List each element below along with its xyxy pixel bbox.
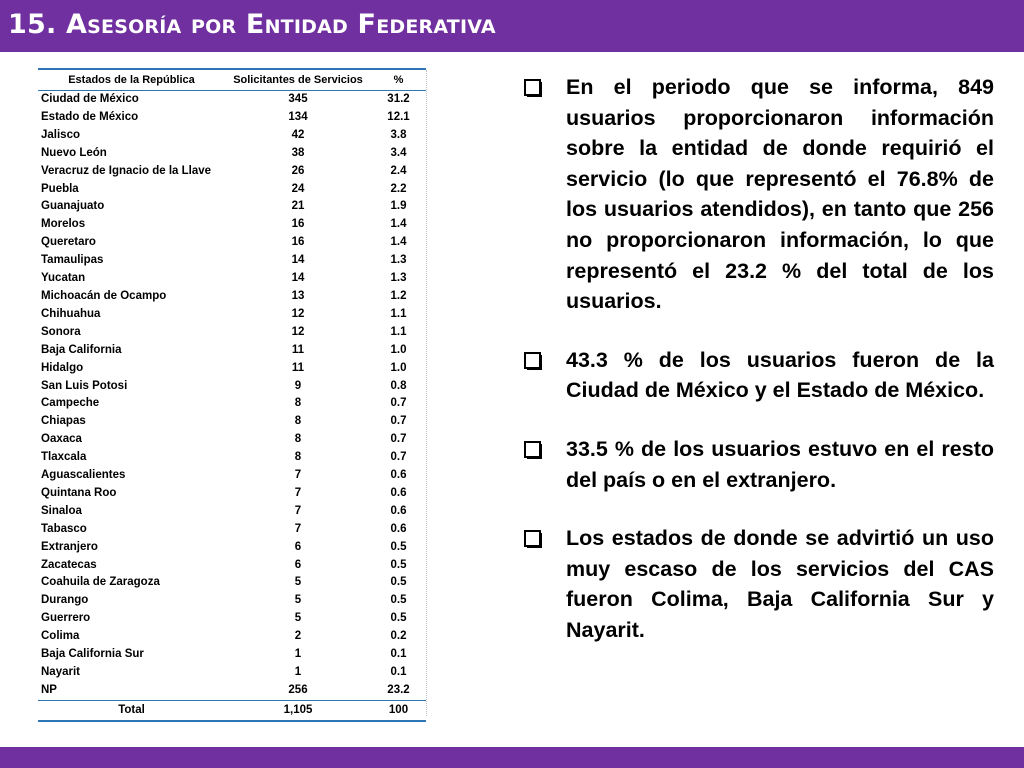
applicants-cell: 16: [291, 236, 305, 249]
table-row: [38, 646, 426, 664]
state-name-cell: Coahuila de Zaragoza: [41, 576, 160, 589]
percent-cell: 1.3: [390, 254, 407, 267]
percent-cell: 0.8: [390, 379, 407, 392]
percent-cell: 3.8: [390, 128, 407, 141]
total-percent: 100: [388, 703, 409, 716]
percent-cell: 12.1: [387, 110, 410, 123]
header-applicants: Solicitantes de Servicios: [233, 74, 363, 86]
percent-cell: 0.5: [390, 540, 407, 553]
table-row: [38, 610, 426, 628]
table-row: [38, 682, 426, 700]
state-name-cell: Jalisco: [41, 128, 80, 141]
table-row: [38, 485, 426, 503]
state-name-cell: Nayarit: [41, 666, 80, 678]
applicants-cell: 14: [291, 272, 305, 285]
applicants-cell: 16: [291, 218, 305, 231]
percent-cell: 1.2: [390, 289, 407, 302]
applicants-cell: 345: [288, 93, 308, 105]
table-footer: [38, 700, 426, 721]
table-row: [38, 342, 426, 360]
percent-cell: 1.3: [390, 272, 407, 285]
checkbox-bullet-icon: [524, 79, 541, 96]
table-row: [38, 91, 426, 109]
table-row: [38, 324, 426, 342]
applicants-cell: 8: [294, 415, 302, 428]
total-applicants: 1,105: [283, 703, 313, 716]
percent-cell: 0.6: [390, 469, 407, 482]
state-name-cell: Chihuahua: [41, 307, 101, 320]
percent-cell: 0.6: [390, 504, 407, 517]
state-name-cell: Chiapas: [41, 415, 86, 428]
percent-cell: 1.9: [390, 200, 407, 213]
bullet-item: [522, 434, 994, 495]
percent-cell: 0.7: [390, 397, 407, 410]
state-name-cell: Queretaro: [41, 236, 96, 249]
applicants-cell: 13: [291, 289, 305, 302]
bullet-item: [522, 345, 994, 406]
state-name-cell: Quintana Roo: [41, 486, 117, 499]
table-row: [38, 413, 426, 431]
applicants-cell: 11: [291, 361, 305, 374]
applicants-cell: 26: [291, 164, 305, 177]
state-name-cell: Zacatecas: [41, 558, 97, 571]
table-row: [38, 539, 426, 557]
percent-cell: 0.1: [390, 666, 407, 678]
header-states: Estados de la República: [68, 74, 195, 86]
applicants-cell: 7: [294, 469, 302, 482]
table-header-row: [38, 69, 426, 91]
state-name-cell: Tabasco: [41, 522, 87, 535]
applicants-cell: 8: [294, 433, 302, 446]
bottom-bar: [0, 747, 1024, 768]
state-name-cell: Ciudad de México: [41, 93, 139, 105]
percent-cell: 0.5: [390, 576, 407, 589]
percent-cell: 0.5: [390, 594, 407, 607]
table-row: [38, 288, 426, 306]
state-name-cell: Morelos: [41, 218, 86, 231]
percent-cell: 0.7: [390, 415, 407, 428]
applicants-cell: 8: [294, 397, 302, 410]
checkbox-bullet-icon: [524, 441, 541, 458]
header-percent: %: [393, 74, 404, 86]
bullet-text: Los estados de donde se advirtió un uso muy escaso de los servicios del CAS fueron Colima, Baja California Sur y Nayarit.: [566, 526, 994, 642]
percent-cell: 3.4: [390, 146, 407, 159]
state-name-cell: Guanajuato: [41, 200, 105, 213]
table-row: [38, 521, 426, 539]
state-name-cell: NP: [41, 683, 57, 696]
table-row: [38, 198, 426, 216]
table-row: [38, 574, 426, 592]
applicants-cell: 9: [294, 379, 302, 392]
bullet-item: [522, 72, 994, 317]
table-side-divider: [426, 70, 428, 716]
states-table: [38, 68, 426, 722]
applicants-cell: 21: [291, 200, 305, 213]
percent-cell: 1.4: [390, 218, 407, 231]
state-name-cell: Tamaulipas: [41, 254, 104, 267]
total-label: Total: [118, 703, 145, 716]
table-row: [38, 181, 426, 199]
bullet-text: 33.5 % de los usuarios estuvo en el resto del país o en el extranjero.: [566, 436, 994, 492]
applicants-cell: 12: [291, 325, 305, 338]
table-body: [38, 91, 426, 701]
table-row: [38, 557, 426, 575]
state-name-cell: Veracruz de Ignacio de la Llave: [41, 164, 212, 177]
table-row: [38, 449, 426, 467]
slide-title: 15. Asesoría por Entidad Federativa: [8, 9, 496, 40]
percent-cell: 0.2: [390, 630, 407, 643]
applicants-cell: 2: [294, 630, 302, 643]
state-name-cell: Extranjero: [41, 540, 98, 553]
state-name-cell: Sinaloa: [41, 504, 82, 517]
applicants-cell: 1: [294, 666, 302, 678]
state-name-cell: Aguascalientes: [41, 469, 126, 482]
bullet-list: [522, 72, 994, 674]
percent-cell: 0.7: [390, 433, 407, 446]
bullet-text: En el periodo que se informa, 849 usuarios proporcionaron información sobre la entidad de donde requirió el servicio (lo que representó el 76.8% de los usuarios atendidos), en tanto que 256 no proporcionaron información, lo que representó el 23.2 % del total de los usuarios.: [566, 75, 994, 314]
table-row: [38, 395, 426, 413]
table-row: [38, 145, 426, 163]
table-row: [38, 503, 426, 521]
percent-cell: 1.0: [390, 361, 407, 374]
table-row: [38, 592, 426, 610]
table-row: [38, 163, 426, 181]
table-row: [38, 234, 426, 252]
applicants-cell: 14: [291, 254, 305, 267]
checkbox-bullet-icon: [524, 530, 541, 547]
applicants-cell: 5: [294, 594, 302, 607]
percent-cell: 2.2: [390, 182, 407, 195]
percent-cell: 0.1: [390, 648, 407, 661]
state-name-cell: Nuevo León: [41, 146, 107, 159]
applicants-cell: 6: [294, 540, 302, 553]
state-name-cell: Tlaxcala: [41, 451, 87, 464]
percent-cell: 0.7: [390, 451, 407, 464]
applicants-cell: 134: [288, 110, 308, 123]
table-row: [38, 628, 426, 646]
table-row: [38, 252, 426, 270]
state-name-cell: Baja California Sur: [41, 648, 144, 661]
checkbox-bullet-icon: [524, 352, 541, 369]
table-row: [38, 270, 426, 288]
applicants-cell: 7: [294, 486, 302, 499]
state-name-cell: Sonora: [41, 325, 81, 338]
state-name-cell: San Luis Potosi: [41, 379, 128, 392]
state-name-cell: Colima: [41, 630, 80, 643]
state-name-cell: Baja California: [41, 343, 122, 356]
table-row: [38, 378, 426, 396]
state-name-cell: Campeche: [41, 397, 100, 410]
percent-cell: 0.5: [390, 558, 407, 571]
percent-cell: 1.1: [390, 325, 407, 338]
table-row: [38, 127, 426, 145]
applicants-cell: 6: [294, 558, 302, 571]
applicants-cell: 38: [291, 146, 305, 159]
table-row: [38, 109, 426, 127]
applicants-cell: 256: [288, 683, 308, 696]
states-table-container: [38, 68, 426, 722]
applicants-cell: 24: [291, 182, 305, 195]
applicants-cell: 42: [291, 128, 305, 141]
state-name-cell: Hidalgo: [41, 361, 84, 374]
table-row: [38, 431, 426, 449]
applicants-cell: 11: [291, 343, 305, 356]
state-name-cell: Puebla: [41, 182, 79, 195]
table-row: [38, 664, 426, 682]
table-row: [38, 306, 426, 324]
state-name-cell: Durango: [41, 594, 89, 607]
percent-cell: 0.6: [390, 522, 407, 535]
percent-cell: 1.0: [390, 343, 407, 356]
percent-cell: 1.4: [390, 236, 407, 249]
applicants-cell: 7: [294, 504, 302, 517]
percent-cell: 0.6: [390, 486, 407, 499]
table-row: [38, 216, 426, 234]
state-name-cell: Michoacán de Ocampo: [41, 289, 167, 302]
state-name-cell: Guerrero: [41, 612, 91, 625]
applicants-cell: 1: [294, 648, 302, 661]
table-header: [38, 69, 426, 91]
percent-cell: 1.1: [390, 307, 407, 320]
state-name-cell: Yucatan: [41, 272, 86, 285]
applicants-cell: 7: [294, 522, 302, 535]
bullet-item: [522, 523, 994, 645]
table-row: [38, 467, 426, 485]
state-name-cell: Oaxaca: [41, 433, 82, 446]
percent-cell: 0.5: [390, 612, 407, 625]
percent-cell: 2.4: [390, 164, 407, 177]
table-total-row: [38, 700, 426, 721]
state-name-cell: Estado de México: [41, 110, 139, 123]
percent-cell: 31.2: [387, 93, 410, 105]
applicants-cell: 8: [294, 451, 302, 464]
percent-cell: 23.2: [387, 683, 410, 696]
table-row: [38, 360, 426, 378]
applicants-cell: 5: [294, 612, 302, 625]
applicants-cell: 5: [294, 576, 302, 589]
applicants-cell: 12: [291, 307, 305, 320]
bullet-text: 43.3 % de los usuarios fueron de la Ciudad de México y el Estado de México.: [566, 347, 994, 403]
title-bar: [0, 0, 1024, 52]
